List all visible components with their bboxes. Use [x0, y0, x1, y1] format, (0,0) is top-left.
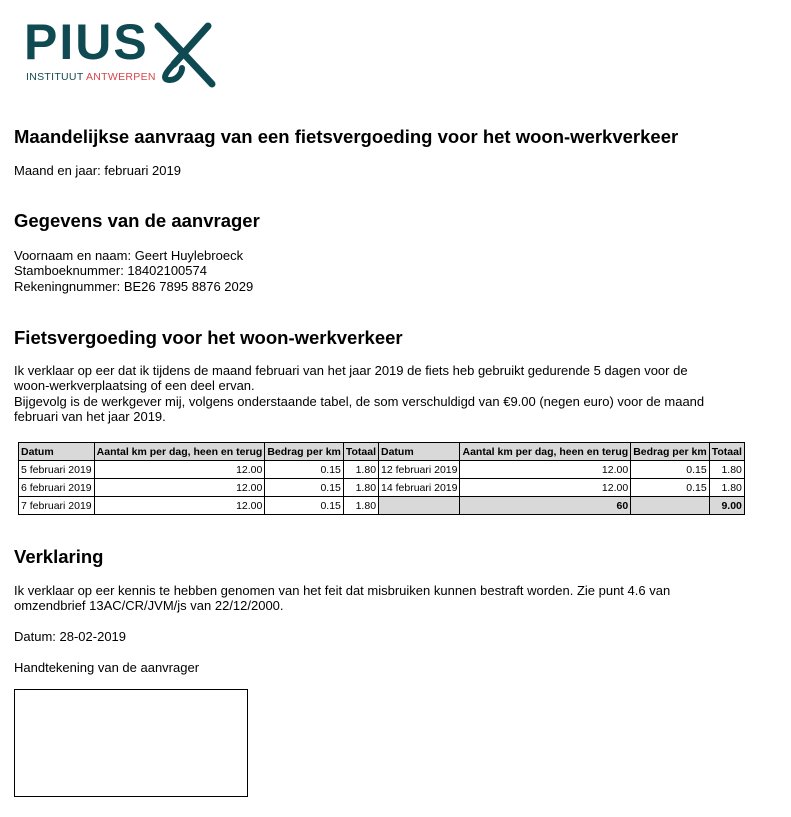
cell-total-blank [379, 497, 460, 515]
cell-total-blank [631, 497, 710, 515]
table-row [19, 461, 379, 479]
cell-total: 1.80 [343, 461, 378, 479]
declaration-line2: omzendbrief 13AC/CR/JVM/js van 22/12/2000. [14, 598, 284, 613]
bike-para2-line1: Bijgevolg is de werkgever mij, volgens onderstaande tabel, de som verschuldigd van €9.00 (negen euro) voor de maand [14, 394, 705, 409]
cell-total: 1.80 [709, 479, 744, 497]
cell-rate: 0.15 [265, 461, 344, 479]
signature-label: Handtekening van de aanvrager [14, 660, 200, 675]
cell-date: 12 februari 2019 [379, 461, 460, 479]
trips-table-right [378, 442, 745, 515]
declaration-line1: Ik verklaar op eer kennis te hebben genomen van het feit dat misbruiken kunnen bestraft worden. Zie punt 4.6 van [14, 583, 671, 598]
applicant-heading: Gegevens van de aanvrager [14, 210, 260, 231]
cell-total-amount: 9.00 [709, 497, 744, 515]
cell-total: 1.80 [343, 479, 378, 497]
col-header-km: Aantal km per dag, heen en terug [94, 443, 265, 461]
applicant-stamboek: Stamboeknummer: 18402100574 [14, 263, 207, 278]
trips-table-left [18, 442, 379, 515]
signature-box[interactable] [14, 689, 248, 797]
table-header-row [379, 443, 745, 461]
cell-date: 14 februari 2019 [379, 479, 460, 497]
col-header-total: Totaal [343, 443, 378, 461]
table-row [19, 497, 379, 515]
cell-rate: 0.15 [265, 479, 344, 497]
logo-subtitle-institute: INSTITUUT [26, 71, 86, 83]
col-header-total: Totaal [709, 443, 744, 461]
table-header-row [19, 443, 379, 461]
col-header-km: Aantal km per dag, heen en terug [460, 443, 631, 461]
cell-km: 12.00 [94, 461, 265, 479]
cell-date: 6 februari 2019 [19, 479, 95, 497]
col-header-rate: Bedrag per km [631, 443, 710, 461]
bike-para1-line2: woon-werkverplaatsing of een deel ervan. [14, 378, 255, 393]
month-year-line: Maand en jaar: februari 2019 [14, 163, 181, 178]
cell-date: 7 februari 2019 [19, 497, 95, 515]
cell-rate: 0.15 [265, 497, 344, 515]
cell-rate: 0.15 [631, 461, 710, 479]
cell-rate: 0.15 [631, 479, 710, 497]
declaration-date: Datum: 28-02-2019 [14, 629, 127, 644]
pius-x-logo-icon [152, 18, 222, 88]
logo-subtitle-city: ANTWERPEN [85, 71, 156, 83]
table-total-row [379, 497, 745, 515]
bike-para1-line1: Ik verklaar op eer dat ik tijdens de maand februari van het jaar 2019 de fiets heb gebruikt gedurende 5 dagen voor de [14, 363, 688, 378]
pius-logo [24, 14, 220, 90]
cell-total-km: 60 [460, 497, 631, 515]
table-row [379, 479, 745, 497]
document-title: Maandelijkse aanvraag van een fietsvergoeding voor het woon-werkverkeer [14, 126, 679, 147]
col-header-date: Datum [379, 443, 460, 461]
cell-km: 12.00 [460, 461, 631, 479]
cell-km: 12.00 [94, 497, 265, 515]
bike-para2-line2: februari van het jaar 2019. [14, 409, 166, 424]
col-header-rate: Bedrag per km [265, 443, 344, 461]
cell-total: 1.80 [709, 461, 744, 479]
declaration-heading: Verklaring [14, 546, 104, 567]
applicant-name: Voornaam en naam: Geert Huylebroeck [14, 248, 244, 263]
table-row [19, 479, 379, 497]
logo-subtitle [26, 71, 156, 83]
col-header-date: Datum [19, 443, 95, 461]
cell-km: 12.00 [94, 479, 265, 497]
applicant-rekening: Rekeningnummer: BE26 7895 8876 2029 [14, 279, 254, 294]
table-row [379, 461, 745, 479]
cell-date: 5 februari 2019 [19, 461, 95, 479]
bike-heading: Fietsvergoeding voor het woon-werkverkeer [14, 327, 403, 348]
cell-km: 12.00 [460, 479, 631, 497]
cell-total: 1.80 [343, 497, 378, 515]
logo-wordmark: PIUS [24, 14, 149, 70]
